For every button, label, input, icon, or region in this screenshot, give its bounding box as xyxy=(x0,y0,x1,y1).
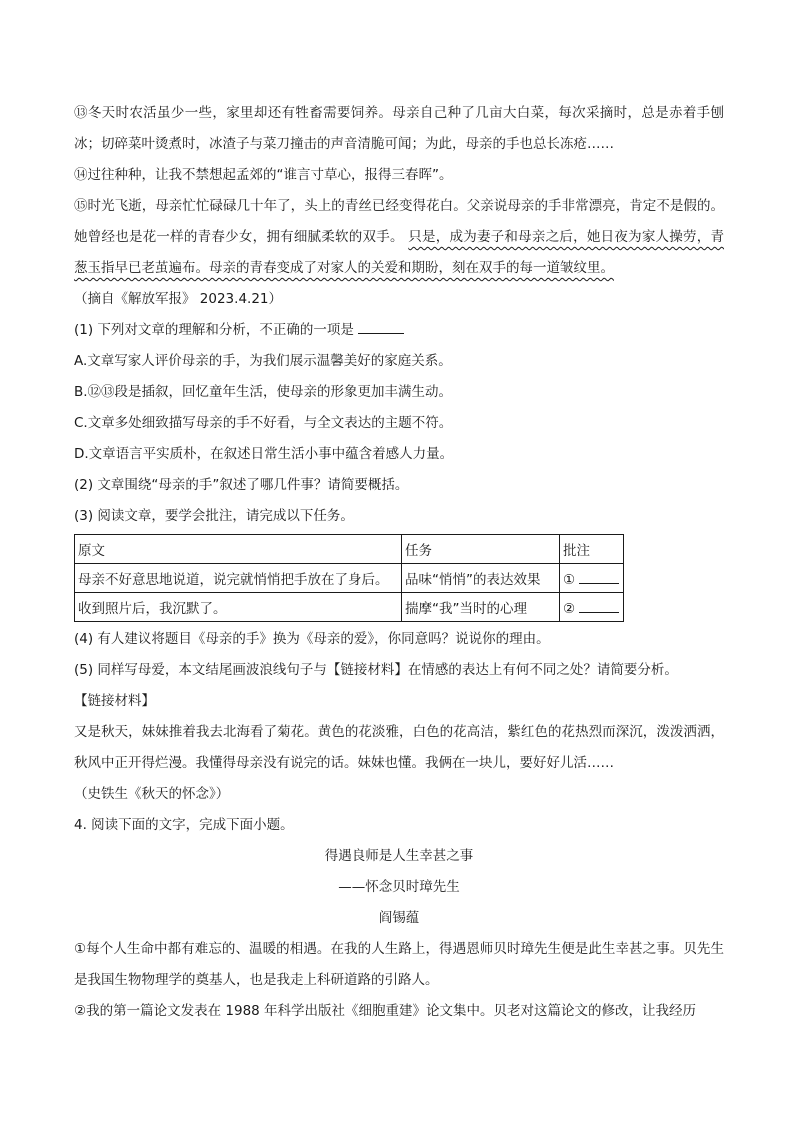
question-1-option-c: C.文章多处细致描写母亲的手不好看，与全文表达的主题不符。 xyxy=(74,415,453,431)
table-cell-note xyxy=(560,564,624,593)
table-cell-text: 母亲不好意思地说道，说完就悄悄把手放在了身后。 xyxy=(75,564,402,593)
passage-source: （摘自《解放军报》 2023.4.21） xyxy=(74,291,282,307)
article-paragraph-2: ②我的第一篇论文发表在 1988 年科学出版社《细胞重建》论文集中。贝老对这篇论文的修改，让我经历 xyxy=(74,1003,697,1019)
note-marker: ① xyxy=(563,571,576,588)
table-row xyxy=(75,564,624,593)
linked-material-text: 又是秋天，妹妹推着我去北海看了菊花。黄色的花淡雅，白色的花高洁，紫红色的花热烈而深沉，泼泼洒洒，秋风中正开得烂漫。我懂得母亲没有说完的话。妹妹也懂。我俩在一块儿，要好好儿活…… xyxy=(74,724,724,771)
table-cell-text: 收到照片后，我沉默了。 xyxy=(75,593,402,622)
table-cell-task: 品味“悄悄”的表达效果 xyxy=(402,564,560,593)
paragraph-14: ⑭过往种种，让我不禁想起孟郊的“谁言寸草心，报得三春晖”。 xyxy=(74,167,453,183)
table-header: 原文 xyxy=(75,535,402,564)
article-paragraph-1: ①每个人生命中都有难忘的、温暖的相遇。在我的人生路上，得遇恩师贝时璋先生便是此生幸甚之事。贝先生是我国生物物理学的奠基人，也是我走上科研道路的引路人。 xyxy=(74,941,724,988)
table-row xyxy=(75,593,624,622)
table-cell-task: 揣摩“我”当时的心理 xyxy=(402,593,560,622)
question-3: (3) 阅读文章，要学会批注，请完成以下任务。 xyxy=(74,508,354,524)
article-title: 得遇良师是人生幸甚之事 xyxy=(324,848,474,864)
linked-material-source: （史铁生《秋天的怀念》） xyxy=(74,786,230,802)
table-header: 任务 xyxy=(402,535,560,564)
section-4-instruction: 4. 阅读下面的文字，完成下面小题。 xyxy=(74,817,294,833)
paragraph-13: ⑬冬天时农活虽少一些，家里却还有牲畜需要饲养。母亲自己种了几亩大白菜，每次采摘时，总是赤着手刨冰；切碎菜叶烫煮时，冰渣子与菜刀撞击的声音清脆可闻；为此，母亲的手也总长冻疮…… xyxy=(74,105,724,152)
document-page xyxy=(74,98,724,1027)
answer-blank[interactable] xyxy=(579,569,619,584)
answer-blank[interactable] xyxy=(579,598,619,613)
question-1-option-d: D.文章语言平实质朴，在叙述日常生活小事中蕴含着感人力量。 xyxy=(74,446,454,462)
paragraph-15-wavy-underline: 只是，成为妻子和母亲之后，她日夜为家人操劳，青葱玉指早已老茧遍布。母亲的青春变成了对家人的关爱和期盼，刻在双手的每一道皱纹里。 xyxy=(74,229,725,276)
article-subtitle: ——怀念贝时璋先生 xyxy=(338,879,460,895)
paragraph-15 xyxy=(74,191,724,284)
table-header: 批注 xyxy=(560,535,624,564)
question-1 xyxy=(74,315,724,346)
article-author: 阎锡蕴 xyxy=(378,910,420,926)
paragraph-15-plain: ⑮时光飞逝，母亲忙忙碌碌几十年了，头上的青丝已经变得花白。父亲说母亲的手非常漂亮，肯定不是假的。她曾经也是花一样的青春少女，拥有细腻柔软的双手。 xyxy=(74,198,724,245)
question-4: (4) 有人建议将题目《母亲的手》换为《母亲的爱》，你同意吗？说说你的理由。 xyxy=(74,631,550,647)
question-5: (5) 同样写母爱，本文结尾画波浪线句子与【链接材料】在情感的表达上有何不同之处？请简要分析。 xyxy=(74,662,678,678)
note-marker: ② xyxy=(563,600,576,617)
answer-blank[interactable] xyxy=(358,319,404,334)
table-cell-note xyxy=(560,593,624,622)
question-1-option-b: B.⑫⑬段是插叙，回忆童年生活，使母亲的形象更加丰满生动。 xyxy=(74,384,453,400)
linked-material-label: 【链接材料】 xyxy=(74,693,155,709)
question-1-text: (1) 下列对文章的理解和分析，不正确的一项是 xyxy=(74,322,354,338)
question-2: (2) 文章围绕“母亲的手”叙述了哪几件事？请简要概括。 xyxy=(74,477,409,493)
question-1-option-a: A.文章写家人评价母亲的手，为我们展示温馨美好的家庭关系。 xyxy=(74,353,452,369)
table-header-row xyxy=(75,535,624,564)
annotation-table xyxy=(74,534,624,622)
